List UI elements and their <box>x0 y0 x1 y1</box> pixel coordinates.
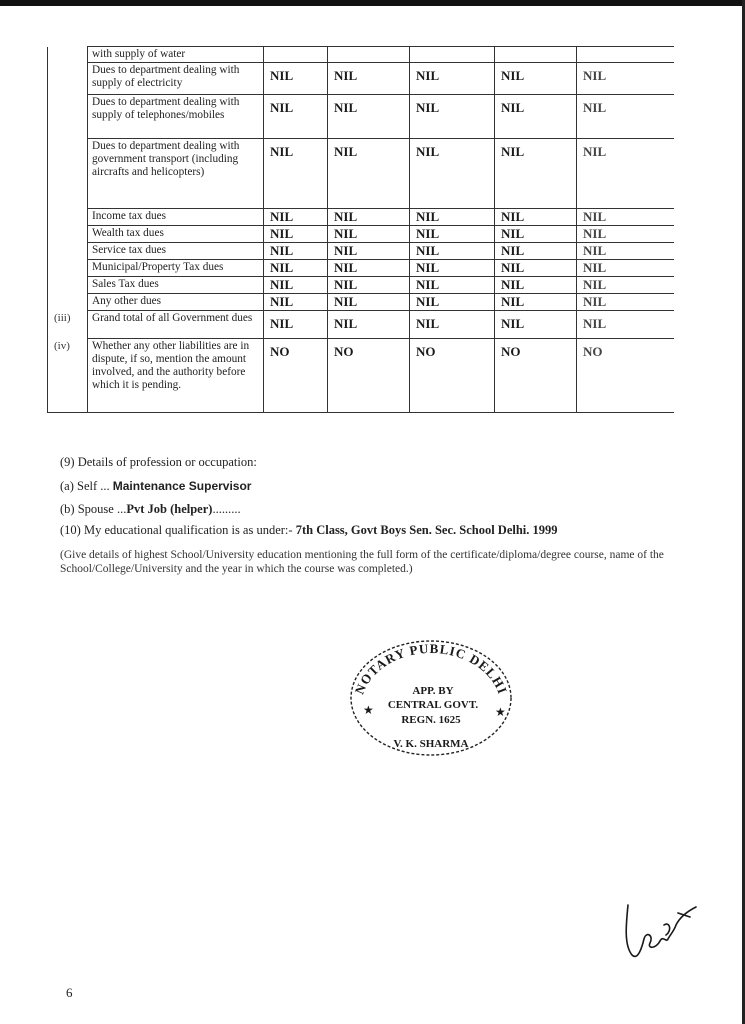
value-cell: NIL <box>328 139 410 209</box>
value-cell: NIL <box>264 260 328 277</box>
table-row <box>48 209 674 226</box>
table-row <box>48 226 674 243</box>
value-cell: NIL <box>264 243 328 260</box>
value-cell: NIL <box>410 294 495 311</box>
value-cell: NIL <box>410 243 495 260</box>
value-cell: NIL <box>328 63 410 95</box>
signature <box>620 895 700 965</box>
stamp-star-icon: ★ <box>363 703 374 717</box>
value-cell: NIL <box>495 243 577 260</box>
value-cell: NIL <box>264 139 328 209</box>
table-row <box>48 63 674 95</box>
serial-cell <box>48 243 88 260</box>
description-cell: Income tax dues <box>88 209 264 226</box>
table-row <box>48 243 674 260</box>
value-cell: NIL <box>410 260 495 277</box>
page-number: 6 <box>66 985 73 1000</box>
table-row <box>48 277 674 294</box>
serial-cell <box>48 95 88 139</box>
scan-top-edge <box>0 0 745 6</box>
value-cell: NIL <box>577 226 674 243</box>
description-cell: Grand total of all Government dues <box>88 311 264 339</box>
value-cell: NIL <box>495 63 577 95</box>
value-cell: NIL <box>577 294 674 311</box>
stamp-line3: REGN. 1625 <box>401 714 461 726</box>
education-prefix: (10) My educational qualification is as under:- <box>60 523 296 537</box>
value-cell: NIL <box>577 95 674 139</box>
table-row <box>48 260 674 277</box>
value-cell: NIL <box>328 95 410 139</box>
value-cell: NIL <box>328 209 410 226</box>
value-cell: NIL <box>264 209 328 226</box>
value-cell: NIL <box>410 311 495 339</box>
profession-self <box>60 479 251 494</box>
table-row <box>48 339 674 413</box>
serial-cell <box>48 277 88 294</box>
value-cell: NIL <box>410 226 495 243</box>
value-cell: NO <box>577 339 674 413</box>
value-cell: NIL <box>264 226 328 243</box>
serial-cell <box>48 209 88 226</box>
value-cell <box>328 47 410 63</box>
value-cell: NO <box>495 339 577 413</box>
spouse-prefix: (b) Spouse ... <box>60 502 127 516</box>
value-cell: NIL <box>328 260 410 277</box>
value-cell: NIL <box>495 226 577 243</box>
value-cell: NIL <box>495 260 577 277</box>
value-cell: NIL <box>577 209 674 226</box>
table-row <box>48 294 674 311</box>
value-cell: NIL <box>495 277 577 294</box>
value-cell <box>577 47 674 63</box>
value-cell <box>410 47 495 63</box>
value-cell: NIL <box>264 277 328 294</box>
description-cell: Municipal/Property Tax dues <box>88 260 264 277</box>
self-value: Maintenance Supervisor <box>112 479 252 493</box>
serial-cell <box>48 63 88 95</box>
serial-cell <box>48 139 88 209</box>
value-cell: NIL <box>495 139 577 209</box>
value-cell: NIL <box>264 294 328 311</box>
value-cell: NO <box>328 339 410 413</box>
description-cell: with supply of water <box>88 47 264 63</box>
table-row <box>48 95 674 139</box>
description-cell: Dues to department dealing with supply of telephones/mobiles <box>88 95 264 139</box>
value-cell: NIL <box>264 311 328 339</box>
value-cell: NIL <box>577 260 674 277</box>
value-cell: NO <box>410 339 495 413</box>
education-line <box>60 523 558 538</box>
value-cell: NIL <box>410 277 495 294</box>
value-cell <box>495 47 577 63</box>
value-cell: NIL <box>495 294 577 311</box>
value-cell: NIL <box>495 95 577 139</box>
government-dues-table <box>47 46 674 413</box>
description-cell: Whether any other liabilities are in dispute, if so, mention the amount involved, and the authority before which it is pending. <box>88 339 264 413</box>
value-cell: NIL <box>577 63 674 95</box>
spouse-suffix: ......... <box>212 502 241 516</box>
profession-spouse <box>60 502 241 517</box>
stamp-name: V. K. SHARMA <box>393 738 469 750</box>
profession-heading: (9) Details of profession or occupation: <box>60 455 257 469</box>
value-cell: NIL <box>577 243 674 260</box>
education-note: (Give details of highest School/University education mentioning the full form of the certificate/diploma/degree course, name of the School/College/University and the year in which the course was completed.) <box>60 549 664 575</box>
description-cell: Dues to department dealing with supply of electricity <box>88 63 264 95</box>
value-cell: NIL <box>264 95 328 139</box>
value-cell: NO <box>264 339 328 413</box>
value-cell: NIL <box>328 277 410 294</box>
stamp-star-icon: ★ <box>495 705 506 719</box>
stamp-line2: CENTRAL GOVT. <box>387 699 479 711</box>
serial-cell <box>48 226 88 243</box>
table-row <box>48 47 674 63</box>
description-cell: Wealth tax dues <box>88 226 264 243</box>
value-cell: NIL <box>328 294 410 311</box>
serial-cell <box>48 260 88 277</box>
self-prefix: (a) Self ... <box>60 479 113 493</box>
value-cell <box>264 47 328 63</box>
notary-stamp <box>347 636 515 758</box>
value-cell: NIL <box>328 243 410 260</box>
value-cell: NIL <box>577 277 674 294</box>
description-cell: Sales Tax dues <box>88 277 264 294</box>
value-cell: NIL <box>410 63 495 95</box>
table-row <box>48 139 674 209</box>
value-cell: NIL <box>264 63 328 95</box>
education-value: 7th Class, Govt Boys Sen. Sec. School Delhi. 1999 <box>295 523 558 537</box>
stamp-line1: APP. BY <box>412 685 454 697</box>
serial-cell: (iii) <box>48 311 88 339</box>
table-row <box>48 311 674 339</box>
value-cell: NIL <box>410 209 495 226</box>
value-cell: NIL <box>495 209 577 226</box>
value-cell: NIL <box>328 311 410 339</box>
description-cell: Service tax dues <box>88 243 264 260</box>
value-cell: NIL <box>410 95 495 139</box>
value-cell: NIL <box>577 139 674 209</box>
value-cell: NIL <box>495 311 577 339</box>
value-cell: NIL <box>577 311 674 339</box>
description-cell: Dues to department dealing with government transport (including aircrafts and helicopters) <box>88 139 264 209</box>
spouse-value: Pvt Job (helper) <box>126 502 213 516</box>
serial-cell: (iv) <box>48 339 88 413</box>
description-cell: Any other dues <box>88 294 264 311</box>
serial-cell <box>48 47 88 63</box>
stamp-arc-text: NOTARY PUBLIC DELHI <box>351 640 511 697</box>
value-cell: NIL <box>328 226 410 243</box>
serial-cell <box>48 294 88 311</box>
value-cell: NIL <box>410 139 495 209</box>
